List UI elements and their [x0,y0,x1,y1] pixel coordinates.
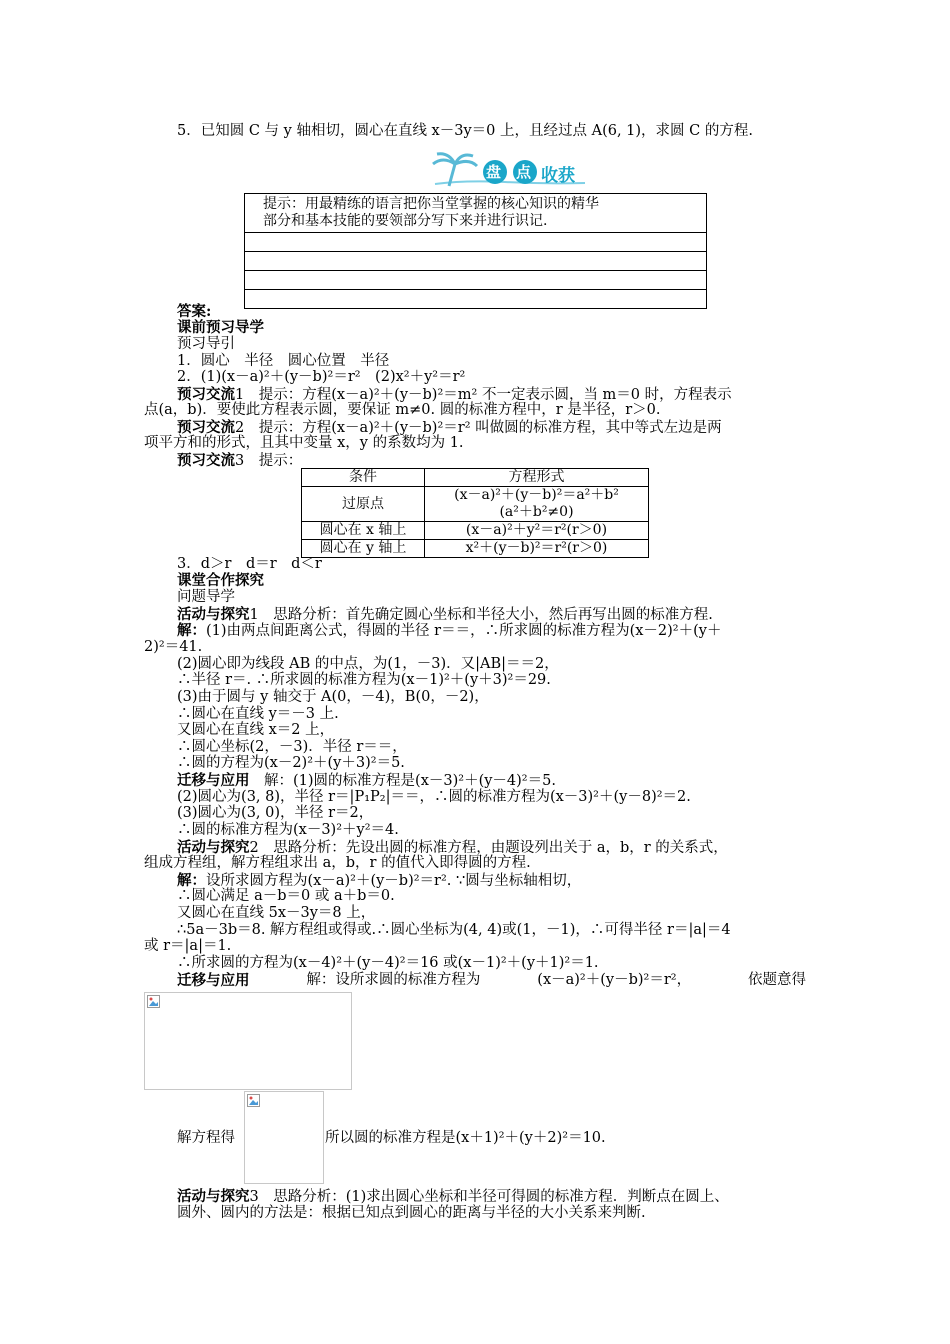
summary-tip-line-1: 提示：用最精练的语言把你当堂掌握的核心知识的精华 [263,196,599,212]
activity-label: 活动与探究 [177,839,250,856]
text-line: ∴圆的标准方程为(x－3)²＋y²＝4. [177,822,399,838]
exchange-label: 预习交流 [177,419,235,436]
section-subtitle-preview: 预习导引 [177,336,235,352]
text-line: 或 r＝|a|＝1. [144,938,232,954]
answers-label: 答案: [177,303,212,320]
text-line: ∴圆心在直线 y＝－3 上. [177,706,339,722]
activity-text: 3 思路分析：(1)求出圆心坐标和半径可得圆的标准方程．判断点在圆上、 [249,1189,729,1205]
text-line: ∴半径 r＝. ∴所求圆的标准方程为(x－1)²＋(y＋3)²＝29. [177,672,551,688]
banner-title: 收获 [541,166,575,186]
activity-3-cont: 圆外、圆内的方法是：根据已知点到圆心的距离与半径的大小关系来判断. [177,1205,646,1221]
text-line: ∴圆心满足 a－b＝0 或 a＋b＝0. [177,888,395,904]
blank-row [245,233,707,252]
table-header: 条件 [302,469,425,487]
activity-text: 1 思路分析：首先确定圆心坐标和半径大小，然后再写出圆的标准方程. [249,607,713,623]
blank-row [245,271,707,290]
banner-char-1: 盘 [486,163,502,181]
table-header-row [302,469,649,487]
broken-image-solution [244,1091,324,1184]
activity-label: 活动与探究 [177,1188,250,1205]
table-cell: 圆心在 x 轴上 [302,522,425,540]
preview-item-2: 2．(1)(x－a)²＋(y－b)²＝r² (2)x²＋y²＝r² [177,369,466,385]
table-cell: 过原点 [302,487,425,522]
text-line: ∴圆心坐标(2，－3)．半径 r＝＝， [177,739,407,755]
conditions-table [301,468,649,558]
blank-row [245,252,707,271]
broken-image-icon [247,1094,260,1107]
preview-item-1: 1．圆心 半径 圆心位置 半径 [177,353,390,369]
solution-text: (1)由两点间距离公式，得圆的半径 r＝＝，∴所求圆的标准方程为(x－2)²＋(y＋ [206,623,722,639]
summary-table [244,193,707,309]
summary-tip-cell [245,194,707,233]
section-title-class: 课堂合作探究 [177,572,264,589]
transfer-text: 解：设所求圆的标准方程为 [306,972,481,988]
transfer-label: 迁移与应用 [177,772,250,789]
transfer-2 [177,972,806,989]
summary-tip-line-2: 部分和基本技能的要领部分写下来并进行识记. [263,213,548,229]
table-cell [425,487,649,522]
exchange-3 [177,452,302,470]
banner-char-2: 点 [516,163,532,181]
solution-1 [177,622,721,640]
solution-text: 设所求圆方程为(x－a)²＋(y－b)²＝r². ∵圆与坐标轴相切， [206,873,582,889]
transfer-label: 迁移与应用 [177,972,250,989]
transfer-1 [177,772,556,790]
activity-3 [177,1188,729,1206]
table-row [302,540,649,558]
table-row [302,487,649,522]
table-header: 方程形式 [425,469,649,487]
exchange-label: 预习交流 [177,452,235,469]
broken-image-equation-system [144,992,352,1090]
solve-text-left: 解方程得 [177,1130,235,1146]
text-line: 又圆心在直线 5x－3y＝8 上， [177,905,376,921]
transfer-text: (x－a)²＋(y－b)²＝r²， [537,972,692,988]
summary-banner [425,150,625,192]
broken-image-icon [147,995,160,1008]
table-cell-line: (a²＋b²≠0) [499,504,574,520]
section-title-preview: 课前预习导学 [177,319,264,336]
exchange-text: 3 提示： [235,453,303,469]
section-subtitle-class: 问题导学 [177,589,235,605]
exchange-1-cont: 点(a，b)．要使此方程表示圆，要保证 m≠0. 圆的标准方程中，r 是半径，r＞0. [144,402,661,418]
exchange-text: 1 提示：方程(x－a)²＋(y－b)²＝m² 不一定表示圆，当 m＝0 时，方程表示 [235,387,732,403]
text-line: (3)由于圆与 y 轴交于 A(0，－4)，B(0，－2)， [177,689,489,705]
transfer-text: 解：(1)圆的标准方程是(x－3)²＋(y－4)²＝5. [249,773,556,789]
text-line: ∴所求圆的方程为(x－4)²＋(y－4)²＝16 或(x－1)²＋(y＋1)²＝1. [177,955,599,971]
text-line: (3)圆心为(3, 0)，半径 r＝2， [177,805,374,821]
table-cell: (x－a)²＋y²＝r²(r＞0) [425,522,649,540]
activity-text: 2 思路分析：先设出圆的标准方程，由题设列出关于 a，b，r 的关系式， [249,840,728,856]
text-line: (2)圆心为(3, 8)，半径 r＝|P₁P₂|＝＝，∴圆的标准方程为(x－3)²＋(y－8)²＝2. [177,789,691,805]
question-5: 5．已知圆 C 与 y 轴相切，圆心在直线 x－3y＝0 上，且经过点 A(6, 1)，求圆 C 的方程. [177,123,753,139]
table-cell-line: (x－a)²＋(y－b)²＝a²＋b² [454,487,619,503]
preview-item-3: 3．d＞r d＝r d＜r [177,556,322,572]
activity-2-cont: 组成方程组，解方程组求出 a，b，r 的值代入即得圆的方程. [144,855,531,871]
table-row [302,522,649,540]
exchange-label: 预习交流 [177,386,235,403]
text-line: ∴5a－3b＝8. 解方程组或得或.∴圆心坐标为(4, 4)或(1，－1)，∴可得半径 r＝|a|＝4 [177,922,731,938]
table-cell: 圆心在 y 轴上 [302,540,425,558]
exchange-2-cont: 项平方和的形式，且其中变量 x，y 的系数均为 1. [144,435,464,451]
blank-row [245,290,707,309]
text-line: (2)圆心即为线段 AB 的中点，为(1，－3)．又|AB|＝＝2， [177,656,559,672]
table-cell: x²＋(y－b)²＝r²(r＞0) [425,540,649,558]
solution-label: 解： [177,872,206,889]
text-line: 又圆心在直线 x＝2 上， [177,722,335,738]
activity-label: 活动与探究 [177,606,250,623]
transfer-text: 依题意得 [747,972,806,988]
exchange-text: 2 提示：方程(x－a)²＋(y－b)²＝r² 叫做圆的标准方程，其中等式左边是两 [235,420,722,436]
solution-label: 解： [177,622,206,639]
text-line: ∴圆的方程为(x－2)²＋(y＋3)²＝5. [177,755,405,771]
solve-text-right: 所以圆的标准方程是(x＋1)²＋(y＋2)²＝10. [325,1130,606,1146]
solution-1-cont: 2)²＝41. [144,639,203,655]
